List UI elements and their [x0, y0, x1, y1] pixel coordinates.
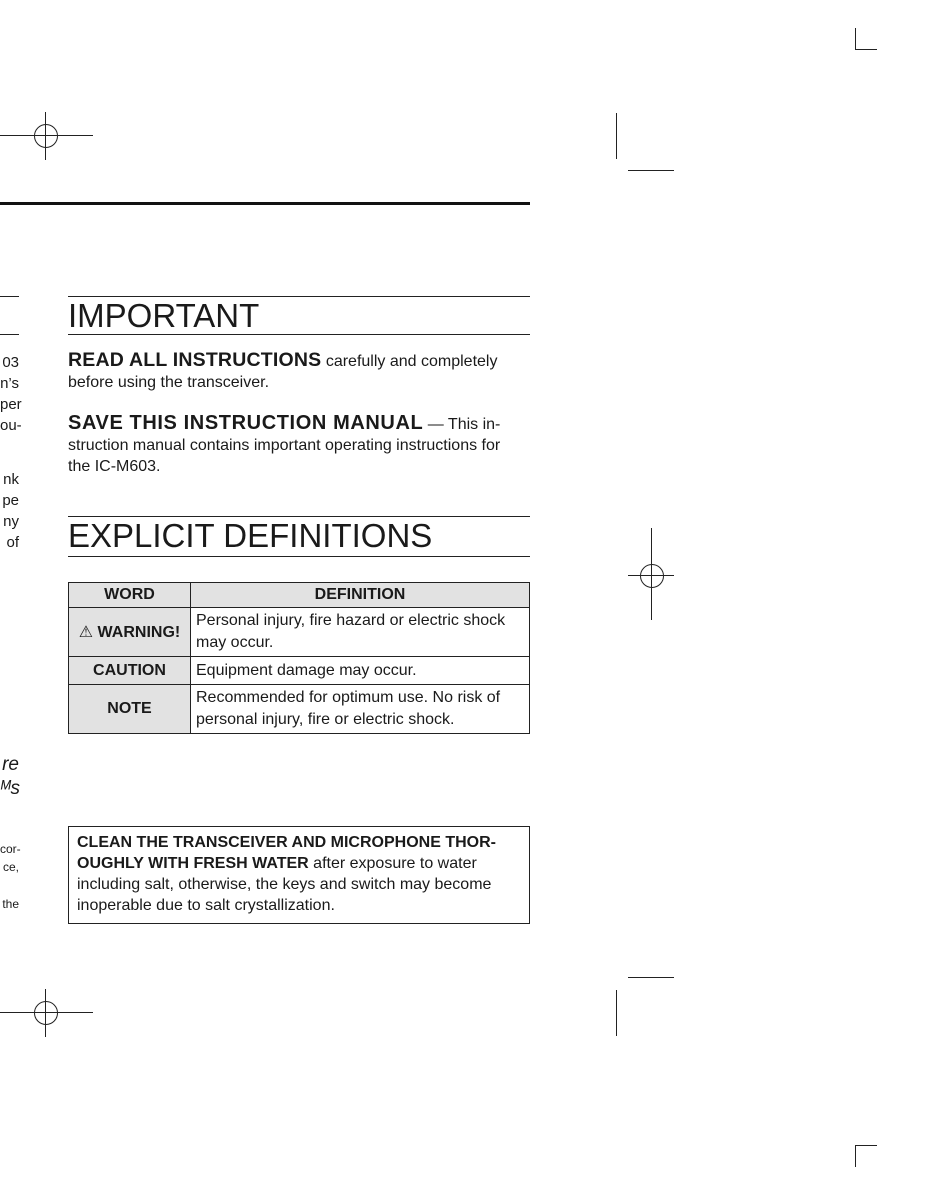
notice-body: including salt, otherwise, the keys and switch may become [77, 876, 492, 893]
left-page-fragments [0, 469, 19, 553]
section-rule [68, 334, 530, 335]
table-header-row [69, 583, 530, 608]
read-all-lead: READ ALL INSTRUCTIONS [68, 349, 322, 371]
left-page-rule [0, 296, 19, 297]
table-row [69, 685, 530, 734]
crop-mark [855, 1145, 856, 1167]
fragment: 03 [2, 354, 19, 371]
left-page-fragments [0, 753, 19, 801]
left-page-fragments [0, 352, 22, 436]
table-row [69, 608, 530, 657]
section-rule [68, 556, 530, 557]
fragment: the [2, 897, 19, 911]
save-body: struction manual contains important operating instructions for [68, 437, 501, 454]
fragment: cor- [0, 842, 21, 856]
notice-lead: CLEAN THE TRANSCEIVER AND MICROPHONE THOR- [77, 834, 496, 851]
save-lead: SAVE THIS INSTRUCTION MANUAL [68, 412, 424, 434]
read-all-instructions-paragraph [68, 350, 532, 393]
fragment: ce, [2, 860, 19, 874]
save-body: the IC-M603. [68, 458, 161, 475]
notice-body: after exposure to water [308, 855, 477, 872]
important-heading: IMPORTANT [68, 297, 260, 334]
header-rule [0, 202, 530, 205]
crop-mark [855, 49, 877, 50]
read-all-body: before using the transceiver. [68, 374, 270, 391]
crop-mark [616, 990, 617, 1036]
left-page-rule [0, 334, 19, 335]
definitions-heading: EXPLICIT DEFINITIONS [68, 517, 433, 554]
read-all-body: carefully and completely [321, 353, 498, 370]
definition-cell: Equipment damage may occur. [191, 657, 530, 685]
column-header-word: WORD [69, 583, 191, 608]
fragment: re [2, 754, 19, 775]
definition-cell: Personal injury, fire hazard or electric shock may occur. [191, 608, 530, 657]
word-cell: NOTE [69, 685, 191, 734]
save-manual-paragraph [68, 413, 532, 477]
word-cell: ⚠ WARNING! [69, 608, 191, 657]
registration-mark-top-left [0, 112, 93, 160]
fragment: n’s [0, 375, 19, 392]
definition-cell: Recommended for optimum use. No risk of personal injury, fire or electric shock. [191, 685, 530, 734]
left-page-fragments [0, 840, 19, 913]
crop-mark [628, 977, 674, 978]
crop-mark [616, 113, 617, 159]
crop-mark [855, 28, 856, 50]
cleaning-notice-box [68, 826, 530, 924]
registration-mark-right [628, 528, 674, 620]
notice-lead: OUGHLY WITH FRESH WATER [77, 855, 309, 872]
fragment: ᴹs [0, 778, 21, 799]
fragment: of [6, 534, 19, 551]
definitions-table [68, 582, 530, 734]
fragment: ny [3, 513, 19, 530]
fragment: pe [2, 492, 19, 509]
fragment: per [0, 396, 22, 413]
registration-mark-bottom-left [0, 989, 93, 1037]
column-header-definition: DEFINITION [191, 583, 530, 608]
save-body: — This in- [423, 416, 501, 433]
crop-mark [628, 170, 674, 171]
fragment: ou- [0, 417, 22, 434]
fragment: nk [3, 471, 19, 488]
word-cell: CAUTION [69, 657, 191, 685]
table-row [69, 657, 530, 685]
notice-body: inoperable due to salt crystallization. [77, 897, 335, 914]
crop-mark [855, 1145, 877, 1146]
